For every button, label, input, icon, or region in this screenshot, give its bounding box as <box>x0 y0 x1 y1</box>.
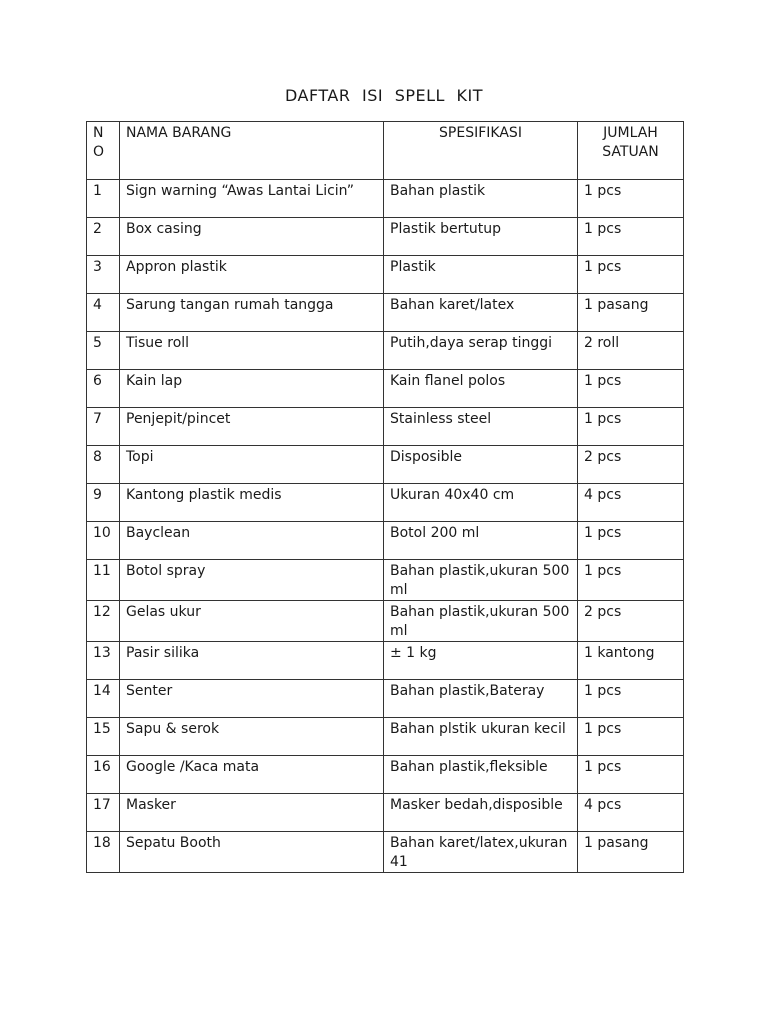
cell-no: 3 <box>87 256 120 294</box>
cell-name: Botol spray <box>120 560 384 601</box>
cell-spec: Bahan karet/latex,ukuran 41 <box>384 832 578 873</box>
cell-no: 16 <box>87 756 120 794</box>
cell-no: 11 <box>87 560 120 601</box>
cell-no: 7 <box>87 408 120 446</box>
header-qty: JUMLAH SATUAN <box>578 122 684 180</box>
cell-name: Senter <box>120 680 384 718</box>
cell-spec: Plastik bertutup <box>384 218 578 256</box>
header-name: NAMA BARANG <box>120 122 384 180</box>
cell-name: Bayclean <box>120 522 384 560</box>
table-row <box>87 218 684 256</box>
cell-name: Tisue roll <box>120 332 384 370</box>
cell-spec: Bahan plstik ukuran kecil <box>384 718 578 756</box>
cell-spec: Ukuran 40x40 cm <box>384 484 578 522</box>
header-spec: SPESIFIKASI <box>384 122 578 180</box>
cell-spec: Plastik <box>384 256 578 294</box>
cell-no: 18 <box>87 832 120 873</box>
cell-spec: Botol 200 ml <box>384 522 578 560</box>
cell-spec: Bahan plastik <box>384 180 578 218</box>
cell-no: 14 <box>87 680 120 718</box>
cell-name: Penjepit/pincet <box>120 408 384 446</box>
cell-qty: 1 pcs <box>578 522 684 560</box>
table-row <box>87 560 684 601</box>
cell-no: 2 <box>87 218 120 256</box>
cell-qty: 1 pcs <box>578 560 684 601</box>
cell-qty: 4 pcs <box>578 794 684 832</box>
cell-qty: 1 pcs <box>578 408 684 446</box>
cell-no: 9 <box>87 484 120 522</box>
cell-qty: 2 pcs <box>578 446 684 484</box>
cell-name: Box casing <box>120 218 384 256</box>
cell-spec: ± 1 kg <box>384 642 578 680</box>
cell-spec: Bahan plastik,Bateray <box>384 680 578 718</box>
cell-no: 10 <box>87 522 120 560</box>
cell-no: 5 <box>87 332 120 370</box>
table-row <box>87 446 684 484</box>
document-title: DAFTAR ISI SPELL KIT <box>284 86 484 105</box>
table-row <box>87 522 684 560</box>
cell-name: Appron plastik <box>120 256 384 294</box>
cell-name: Kantong plastik medis <box>120 484 384 522</box>
cell-no: 6 <box>87 370 120 408</box>
cell-qty: 1 kantong <box>578 642 684 680</box>
table-row <box>87 718 684 756</box>
cell-name: Sepatu Booth <box>120 832 384 873</box>
table-row <box>87 332 684 370</box>
spill-kit-table <box>86 121 684 873</box>
cell-name: Kain lap <box>120 370 384 408</box>
cell-spec: Bahan plastik,ukuran 500 ml <box>384 601 578 642</box>
cell-qty: 1 pcs <box>578 718 684 756</box>
cell-spec: Bahan plastik,ukuran 500 ml <box>384 560 578 601</box>
table-row <box>87 642 684 680</box>
cell-name: Masker <box>120 794 384 832</box>
table-row <box>87 794 684 832</box>
cell-spec: Bahan karet/latex <box>384 294 578 332</box>
table-row <box>87 756 684 794</box>
cell-spec: Masker bedah,disposible <box>384 794 578 832</box>
cell-qty: 1 pasang <box>578 832 684 873</box>
table-row <box>87 832 684 873</box>
cell-qty: 1 pcs <box>578 680 684 718</box>
cell-name: Sarung tangan rumah tangga <box>120 294 384 332</box>
cell-no: 1 <box>87 180 120 218</box>
cell-qty: 1 pcs <box>578 756 684 794</box>
cell-qty: 1 pcs <box>578 256 684 294</box>
cell-name: Sapu & serok <box>120 718 384 756</box>
table-row <box>87 601 684 642</box>
table-row <box>87 256 684 294</box>
cell-qty: 1 pcs <box>578 180 684 218</box>
cell-spec: Bahan plastik,fleksible <box>384 756 578 794</box>
cell-no: 15 <box>87 718 120 756</box>
cell-no: 12 <box>87 601 120 642</box>
cell-spec: Stainless steel <box>384 408 578 446</box>
table-row <box>87 408 684 446</box>
cell-no: 4 <box>87 294 120 332</box>
cell-name: Sign warning “Awas Lantai Licin” <box>120 180 384 218</box>
cell-qty: 2 roll <box>578 332 684 370</box>
table-header-row <box>87 122 684 180</box>
cell-name: Google /Kaca mata <box>120 756 384 794</box>
cell-name: Topi <box>120 446 384 484</box>
cell-no: 17 <box>87 794 120 832</box>
cell-qty: 1 pasang <box>578 294 684 332</box>
table-row <box>87 370 684 408</box>
cell-qty: 2 pcs <box>578 601 684 642</box>
cell-qty: 1 pcs <box>578 218 684 256</box>
cell-spec: Kain flanel polos <box>384 370 578 408</box>
table-row <box>87 484 684 522</box>
cell-name: Gelas ukur <box>120 601 384 642</box>
cell-no: 8 <box>87 446 120 484</box>
table-row <box>87 680 684 718</box>
table-row <box>87 294 684 332</box>
cell-qty: 4 pcs <box>578 484 684 522</box>
cell-name: Pasir silika <box>120 642 384 680</box>
table-row <box>87 180 684 218</box>
header-no: N O <box>87 122 120 180</box>
cell-qty: 1 pcs <box>578 370 684 408</box>
cell-spec: Disposible <box>384 446 578 484</box>
cell-no: 13 <box>87 642 120 680</box>
cell-spec: Putih,daya serap tinggi <box>384 332 578 370</box>
